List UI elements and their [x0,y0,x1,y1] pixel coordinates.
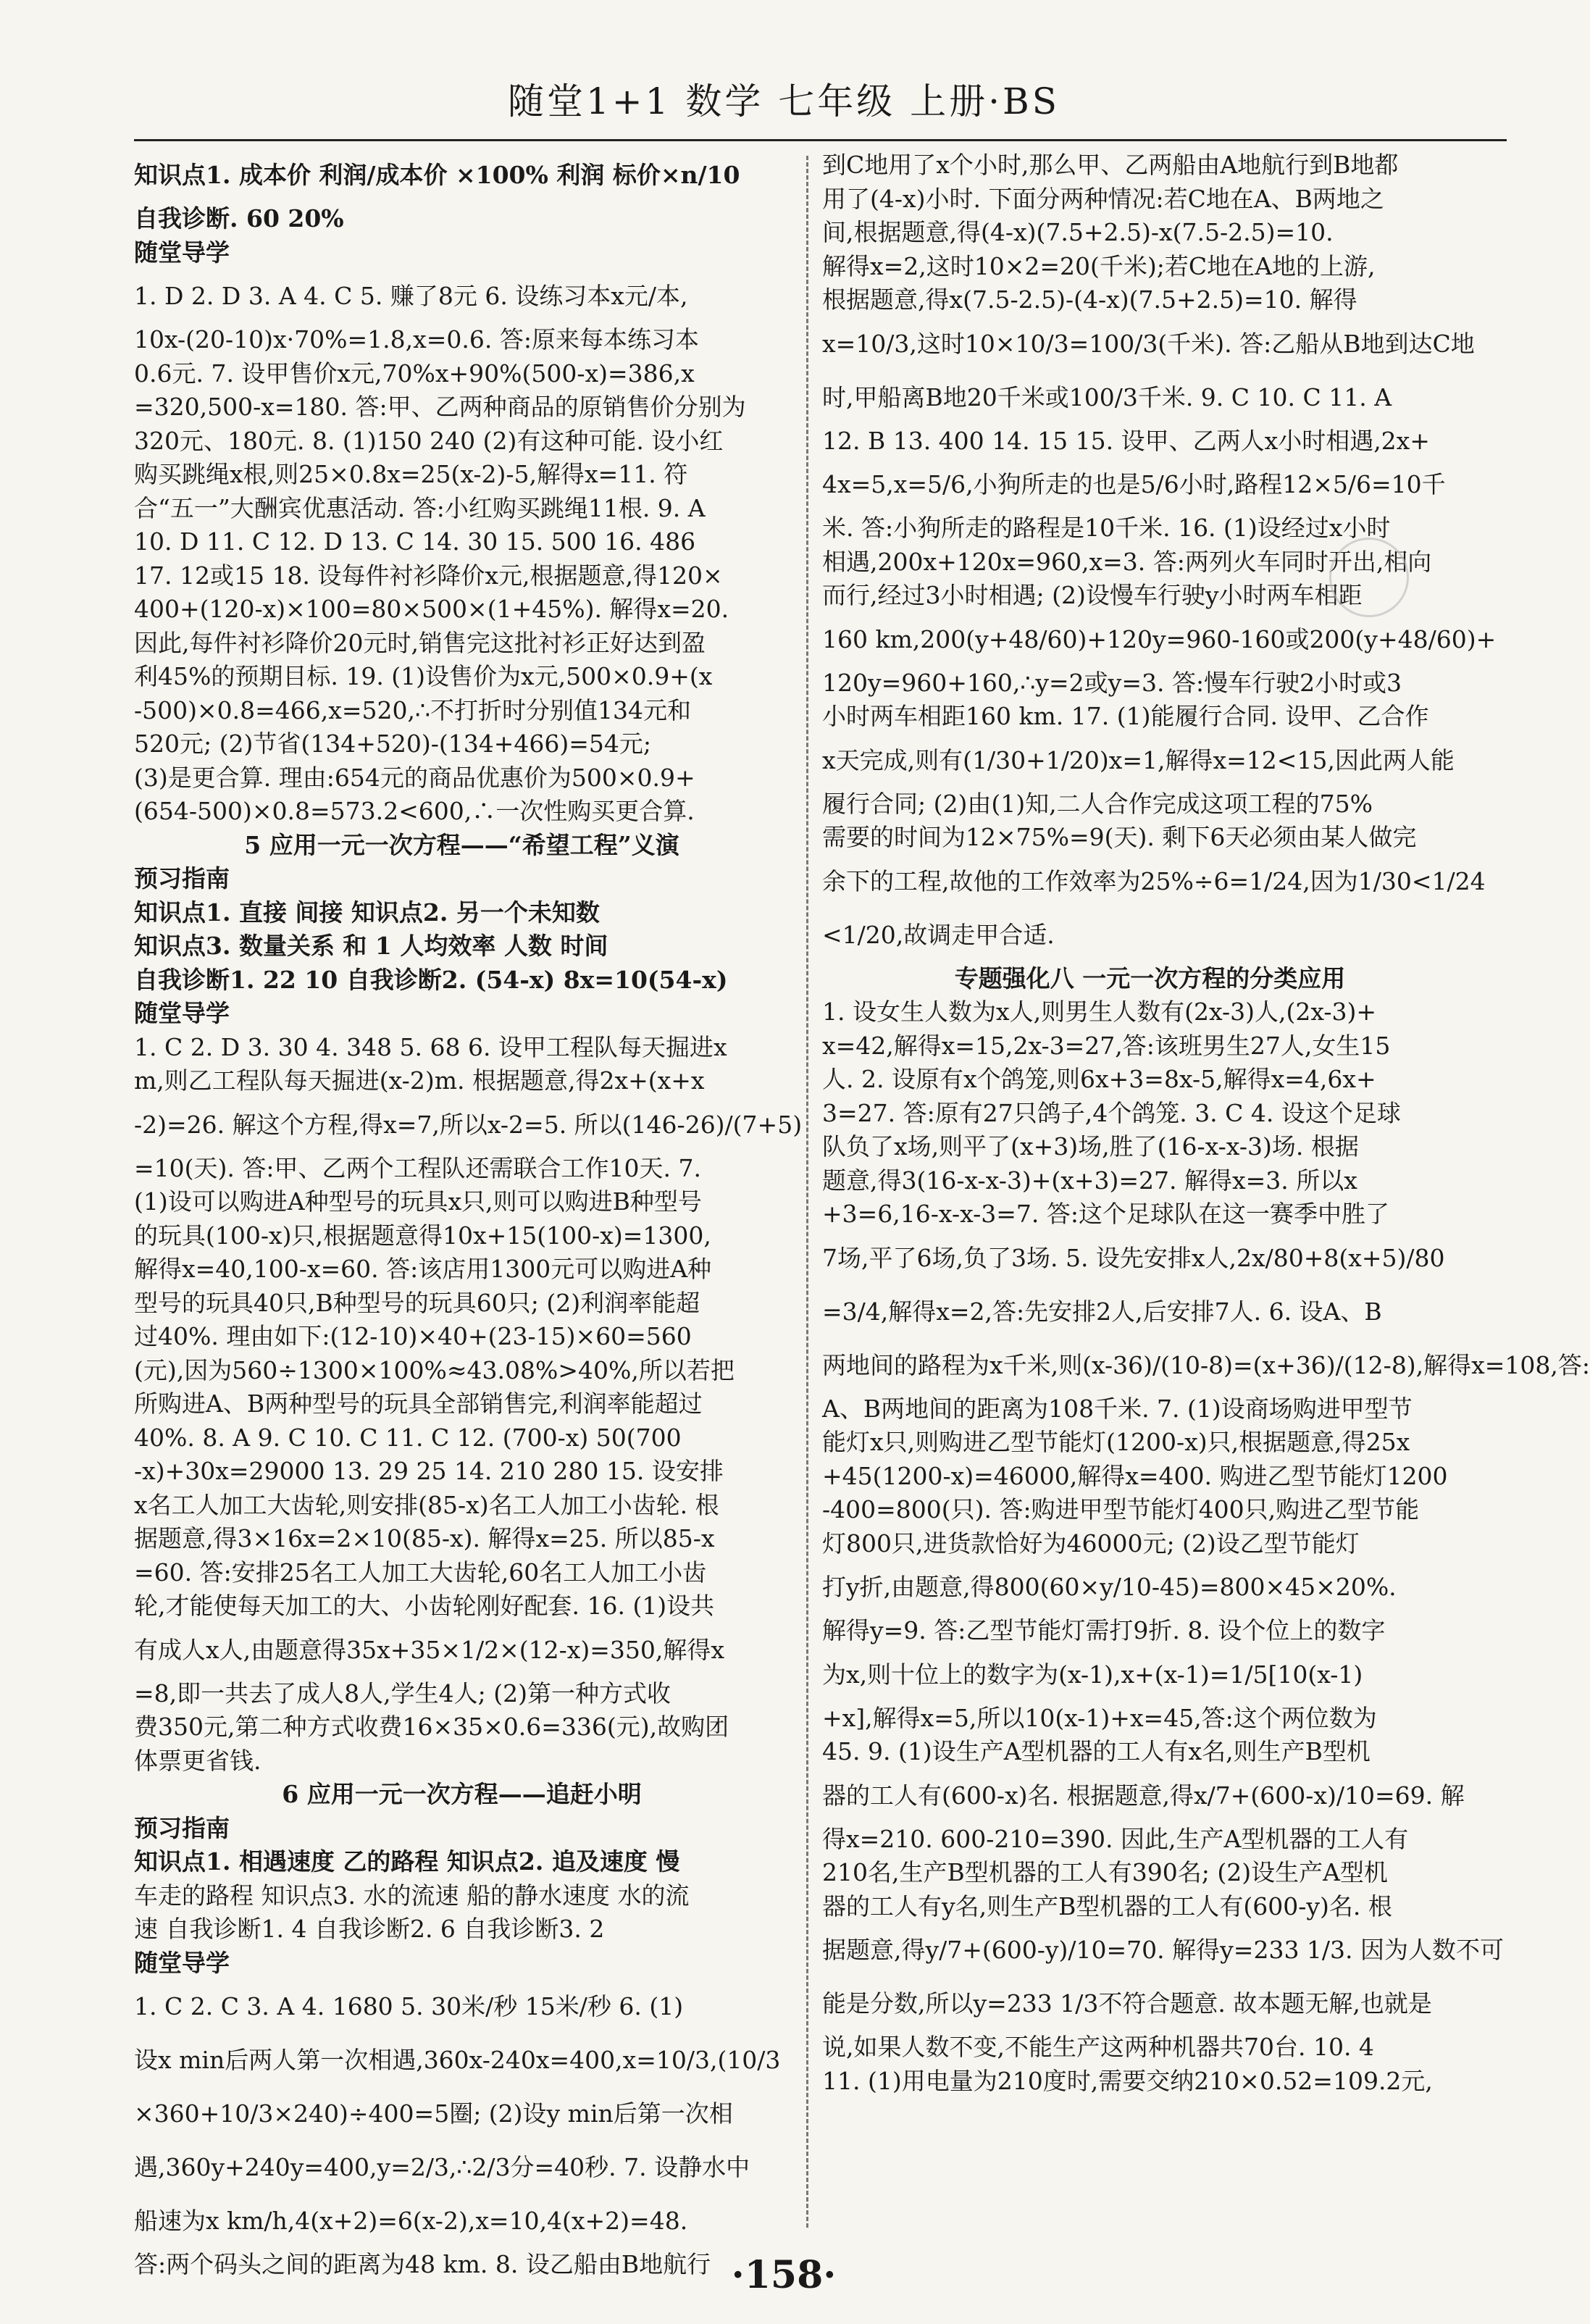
page-header: 随堂1+1 数学 七年级 上册·BS [507,80,1060,122]
answer-line: 过40%. 理由如下:(12-10)×40+(23-15)×60=560 [134,1322,692,1350]
answer-line: 1. C 2. C 3. A 4. 1680 5. 30米/秒 15米/秒 6. (1) [134,1992,684,2020]
answer-line: x=42,解得x=15,2x-3=27,答:该班男生27人,女生15 [822,1031,1391,1060]
answer-line: 而行,经过3小时相遇; (2)设慢车行驶y小时两车相距 [822,581,1363,609]
answer-line: 设x min后两人第一次相遇,360x-240x=400,x=10/3,(10/3 [134,2046,781,2074]
answer-line: 160 km,200(y+48/60)+120y=960-160或200(y+48/60)+ [822,624,1497,653]
answer-line: 到C地用了x个小时,那么甲、乙两船由A地航行到B地都 [822,151,1399,179]
header-rule [134,139,1507,141]
answer-line: 遇,360y+240y=400,y=2/3,∴2/3分=40秒. 7. 设静水中 [134,2153,750,2181]
answer-line: 说,如果人数不变,不能生产这两种机器共70台. 10. 4 [822,2033,1374,2061]
answer-line: =60. 答:安排25名工人加工大齿轮,60名工人加工小齿 [134,1558,707,1587]
answer-line: 需要的时间为12×75%=9(天). 剩下6天必须由某人做完 [822,823,1417,851]
answer-line: 据题意,得y/7+(600-y)/10=70. 解得y=233 1/3. 因为人数不可 [822,1936,1505,1964]
answer-line: 预习指南 [134,864,230,893]
answer-line: 解得x=2,这时10×2=20(千米);若C地在A地的上游, [822,251,1376,280]
answer-line: 1. C 2. D 3. 30 4. 348 5. 68 6. 设甲工程队每天掘进x [134,1032,727,1061]
answer-line: (3)是更合算. 理由:654元的商品优惠价为500×0.9+ [134,763,695,792]
answer-line: 的玩具(100-x)只,根据题意得10x+15(100-x)=1300, [134,1221,711,1250]
answer-line: 利45%的预期目标. 19. (1)设售价为x元,500×0.9+(x [134,662,713,690]
answer-line: 型号的玩具40只,B种型号的玩具60只; (2)利润率能超 [134,1288,700,1317]
answer-line: 1. D 2. D 3. A 4. C 5. 赚了8元 6. 设练习本x元/本, [134,282,688,310]
answer-line: 为x,则十位上的数字为(x-1),x+(x-1)=1/5[10(x-1) [822,1660,1363,1689]
answer-line: A、B两地间的距离为108千米. 7. (1)设商场购进甲型节 [822,1394,1413,1423]
answer-line: 知识点1. 成本价 利润/成本价 ×100% 利润 标价×n/10 [134,161,740,189]
answer-line: 随堂导学 [134,1948,230,1977]
answer-line: 购买跳绳x根,则25×0.8x=25(x-2)-5,解得x=11. 符 [134,460,688,488]
answer-line: 自我诊断. 60 20% [134,204,344,233]
answer-line: 5 应用一元一次方程——“希望工程”义演 [244,830,679,859]
answer-line: ×360+10/3×240)÷400=5圈; (2)设y min后第一次相 [134,2099,733,2128]
answer-line: 自我诊断1. 22 10 自我诊断2. (54-x) 8x=10(54-x) [134,965,728,994]
answer-line: 知识点1. 相遇速度 乙的路程 知识点2. 追及速度 慢 [134,1847,680,1876]
answer-line: 履行合同; (2)由(1)知,二人合作完成这项工程的75% [822,789,1373,818]
answer-line: 12. B 13. 400 14. 15 15. 设甲、乙两人x小时相遇,2x+ [822,426,1430,455]
answer-line: 间,根据题意,得(4-x)(7.5+2.5)-x(7.5-2.5)=10. [822,218,1334,246]
answer-line: 时,甲船离B地20千米或100/3千米. 9. C 10. C 11. A [822,383,1392,411]
answer-line: 0.6元. 7. 设甲售价x元,70%x+90%(500-x)=386,x [134,359,695,388]
answer-line: 器的工人有y名,则生产B型机器的工人有(600-y)名. 根 [822,1892,1392,1920]
answer-line: +x],解得x=5,所以10(x-1)+x=45,答:这个两位数为 [822,1703,1377,1732]
answer-line: 17. 12或15 18. 设每件衬衫降价x元,根据题意,得120× [134,561,723,590]
answer-line: =3/4,解得x=2,答:先安排2人,后安排7人. 6. 设A、B [822,1297,1382,1326]
answer-line: =8,即一共去了成人8人,学生4人; (2)第一种方式收 [134,1679,671,1708]
answer-line: 400+(120-x)×100=80×500×(1+45%). 解得x=20. [134,595,729,623]
answer-line: 知识点3. 数量关系 和 1 人均效率 人数 时间 [134,932,608,960]
answer-line: (654-500)×0.8=573.2<600,∴一次性购买更合算. [134,797,695,825]
answer-line: 用了(4-x)小时. 下面分两种情况:若C地在A、B两地之 [822,184,1384,213]
answer-line: 速 自我诊断1. 4 自我诊断2. 6 自我诊断3. 2 [134,1915,605,1943]
answer-line: 7场,平了6场,负了3场. 5. 设先安排x人,2x/80+8(x+5)/80 [822,1243,1445,1272]
answer-line: 3=27. 答:原有27只鸽子,4个鸽笼. 3. C 4. 设这个足球 [822,1098,1401,1127]
answer-line: 45. 9. (1)设生产A型机器的工人有x名,则生产B型机 [822,1737,1371,1765]
answer-line: 合“五一”大酬宾优惠活动. 答:小红购买跳绳11根. 9. A [134,493,706,522]
answer-line: 解得y=9. 答:乙型节能灯需打9折. 8. 设个位上的数字 [822,1616,1386,1644]
answer-line: 费350元,第二种方式收费16×35×0.6=336(元),故购团 [134,1713,729,1741]
answer-line: x天完成,则有(1/30+1/20)x=1,解得x=12<15,因此两人能 [822,745,1455,774]
answer-line: m,则乙工程队每天掘进(x-2)m. 根据题意,得2x+(x+x [134,1066,705,1095]
answer-line: -500)×0.8=466,x=520,∴不打折时分别值134元和 [134,695,691,724]
answer-line: 11. (1)用电量为210度时,需要交纳210×0.52=109.2元, [822,2066,1433,2095]
answer-line: 能灯x只,则购进乙型节能灯(1200-x)只,根据题意,得25x [822,1428,1410,1456]
answer-line: 10. D 11. C 12. D 13. C 14. 30 15. 500 16. 486 [134,527,696,556]
answer-line: 知识点1. 直接 间接 知识点2. 另一个未知数 [134,898,600,927]
answer-line: 4x=5,x=5/6,小狗所走的也是5/6小时,路程12×5/6=10千 [822,470,1446,498]
watermark-stamp [1329,538,1409,617]
answer-line: 据题意,得3×16x=2×10(85-x). 解得x=25. 所以85-x [134,1524,715,1552]
answer-line: 轮,才能使每天加工的大、小齿轮刚好配套. 16. (1)设共 [134,1592,715,1620]
answer-line: 所购进A、B两种型号的玩具全部销售完,利润率能超过 [134,1389,703,1418]
answer-line: 余下的工程,故他的工作效率为25%÷6=1/24,因为1/30<1/24 [822,866,1486,895]
answer-line: 答:两个码头之间的距离为48 km. 8. 设乙船由B地航行 [134,2250,711,2278]
answer-line: 灯800只,进货款恰好为46000元; (2)设乙型节能灯 [822,1529,1360,1558]
right-column [822,149,1590,2098]
page-number: ·158· [731,2253,837,2297]
answer-line: 1. 设女生人数为x人,则男生人数有(2x-3)人,(2x-3)+ [822,998,1377,1026]
answer-line: =10(天). 答:甲、乙两个工程队还需联合工作10天. 7. [134,1153,701,1182]
answer-line: 米. 答:小狗所走的路程是10千米. 16. (1)设经过x小时 [822,514,1391,542]
answer-line: 船速为x km/h,4(x+2)=6(x-2),x=10,4(x+2)=48. [134,2207,688,2235]
answer-line: 相遇,200x+120x=960,x=3. 答:两列火车同时开出,相向 [822,547,1432,576]
answer-line: x名工人加工大齿轮,则安排(85-x)名工人加工小齿轮. 根 [134,1490,719,1519]
left-column [134,149,803,2282]
answer-line: 210名,生产B型机器的工人有390名; (2)设生产A型机 [822,1858,1388,1886]
answer-line: 车走的路程 知识点3. 水的流速 船的静水速度 水的流 [134,1881,690,1910]
answer-line: 体票更省钱. [134,1746,261,1775]
answer-line: 两地间的路程为x千米,则(x-36)/(10-8)=(x+36)/(12-8),解得x=108,答: [822,1350,1590,1379]
answer-line: 根据题意,得x(7.5-2.5)-(4-x)(7.5+2.5)=10. 解得 [822,285,1357,314]
answer-line: 人. 2. 设原有x个鸽笼,则6x+3=8x-5,解得x=4,6x+ [822,1065,1376,1093]
answer-line: 有成人x人,由题意得35x+35×1/2×(12-x)=350,解得x [134,1635,724,1664]
answer-line: 器的工人有(600-x)名. 根据题意,得x/7+(600-x)/10=69. 解 [822,1781,1465,1810]
answer-line: +45(1200-x)=46000,解得x=400. 购进乙型节能灯1200 [822,1461,1448,1490]
answer-line: 小时两车相距160 km. 17. (1)能履行合同. 设甲、乙合作 [822,702,1429,730]
answer-line: 预习指南 [134,1813,230,1842]
answer-line: 解得x=40,100-x=60. 答:该店用1300元可以购进A种 [134,1255,712,1283]
answer-line: -x)+30x=29000 13. 29 25 14. 210 280 15. 设安排 [134,1457,724,1485]
answer-line: 随堂导学 [134,238,230,267]
answer-line: 得x=210. 600-210=390. 因此,生产A型机器的工人有 [822,1824,1409,1853]
answer-line: 随堂导学 [134,999,230,1027]
answer-line: 因此,每件衬衫降价20元时,销售完这批衬衫正好达到盈 [134,628,706,657]
answer-line: 40%. 8. A 9. C 10. C 11. C 12. (700-x) 50(700 [134,1423,682,1452]
answer-line: 320元、180元. 8. (1)150 240 (2)有这种可能. 设小红 [134,426,724,455]
answer-line: -400=800(只). 答:购进甲型节能灯400只,购进乙型节能 [822,1495,1420,1523]
answer-line: x=10/3,这时10×10/3=100/3(千米). 答:乙船从B地到达C地 [822,329,1475,358]
column-divider [806,156,808,2228]
answer-line: (1)设可以购进A种型号的玩具x只,则可以购进B种型号 [134,1187,702,1216]
answer-line: 打y折,由题意,得800(60×y/10-45)=800×45×20%. [822,1573,1397,1601]
answer-line: -2)=26. 解这个方程,得x=7,所以x-2=5. 所以(146-26)/(7+5) [134,1110,803,1139]
answer-line: 6 应用一元一次方程——追赶小明 [282,1780,642,1808]
answer-line: 120y=960+160,∴y=2或y=3. 答:慢车行驶2小时或3 [822,668,1402,697]
answer-line: 队负了x场,则平了(x+3)场,胜了(16-x-x-3)场. 根据 [822,1132,1359,1161]
answer-line: 专题强化八 一元一次方程的分类应用 [954,964,1346,992]
answer-line: +3=6,16-x-x-3=7. 答:这个足球队在这一赛季中胜了 [822,1200,1390,1228]
answer-line: 题意,得3(16-x-x-3)+(x+3)=27. 解得x=3. 所以x [822,1166,1357,1195]
answer-line: 520元; (2)节省(134+520)-(134+466)=54元; [134,730,651,758]
answer-line: =320,500-x=180. 答:甲、乙两种商品的原销售价分别为 [134,393,746,421]
answer-line: <1/20,故调走甲合适. [822,920,1055,949]
answer-line: 能是分数,所以y=233 1/3不符合题意. 故本题无解,也就是 [822,1989,1432,2018]
answer-line: (元),因为560÷1300×100%≈43.08%>40%,所以若把 [134,1355,735,1384]
answer-line: 10x-(20-10)x·70%=1.8,x=0.6. 答:原来每本练习本 [134,325,699,354]
